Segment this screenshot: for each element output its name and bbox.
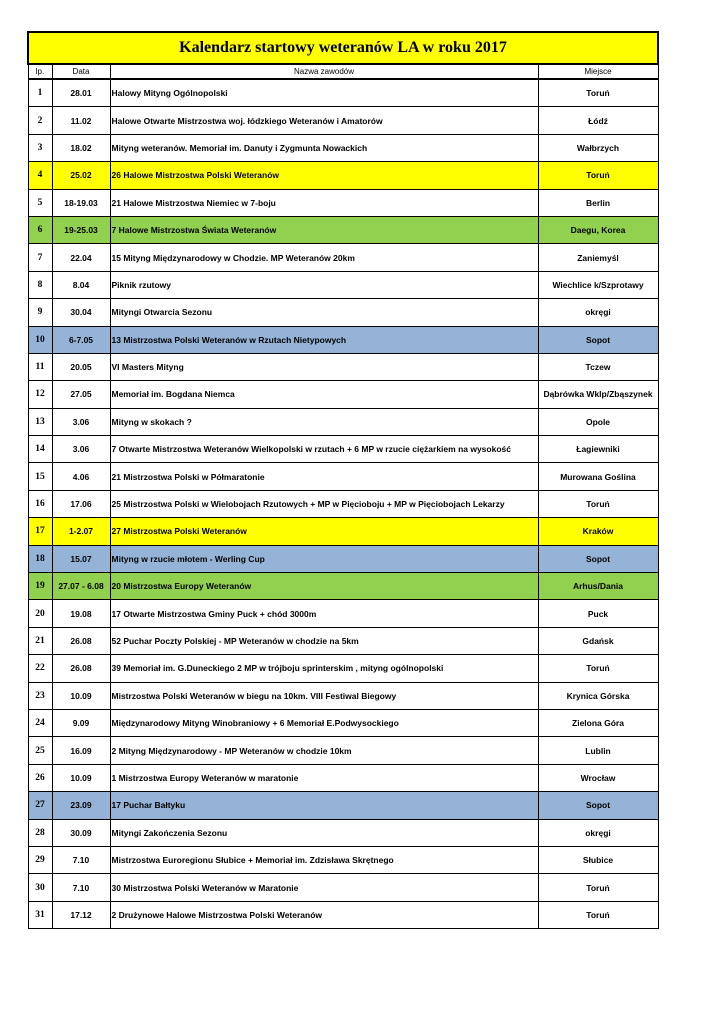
cell-name: Piknik rzutowy	[110, 271, 538, 298]
table-row	[28, 162, 658, 189]
header-name: Nazwa zawodów	[110, 64, 538, 79]
cell-place: Sopot	[538, 545, 658, 572]
cell-lp: 31	[28, 901, 52, 928]
cell-name: 17 Otwarte Mistrzostwa Gminy Puck + chód 3000m	[110, 600, 538, 627]
table-row	[28, 737, 658, 764]
cell-name: 25 Mistrzostwa Polski w Wielobojach Rzutowych + MP w Pięcioboju + MP w Pięciobojach Lekarzy	[110, 490, 538, 517]
cell-name: 39 Memoriał im. G.Duneckiego 2 MP w trójboju sprinterskim , mityng ogólnopolski	[110, 655, 538, 682]
cell-name: 15 Mityng Międzynarodowy w Chodzie. MP Weteranów 20km	[110, 244, 538, 271]
cell-place: Zaniemyśl	[538, 244, 658, 271]
cell-name: 21 Mistrzostwa Polski w Półmaratonie	[110, 463, 538, 490]
cell-name: 27 Mistrzostwa Polski Weteranów	[110, 518, 538, 545]
cell-place: Łódź	[538, 107, 658, 134]
cell-date: 26.08	[52, 655, 110, 682]
cell-date: 19-25.03	[52, 216, 110, 243]
cell-lp: 2	[28, 107, 52, 134]
cell-lp: 21	[28, 627, 52, 654]
cell-lp: 5	[28, 189, 52, 216]
cell-place: Wałbrzych	[538, 134, 658, 161]
cell-place: Wiechlice k/Szprotawy	[538, 271, 658, 298]
cell-date: 9.09	[52, 709, 110, 736]
cell-lp: 15	[28, 463, 52, 490]
cell-date: 3.06	[52, 408, 110, 435]
cell-lp: 18	[28, 545, 52, 572]
table-row	[28, 326, 658, 353]
cell-place: okręgi	[538, 299, 658, 326]
cell-date: 28.01	[52, 79, 110, 107]
cell-lp: 6	[28, 216, 52, 243]
cell-date: 16.09	[52, 737, 110, 764]
cell-lp: 28	[28, 819, 52, 846]
cell-name: 21 Halowe Mistrzostwa Niemiec w 7-boju	[110, 189, 538, 216]
cell-place: Toruń	[538, 162, 658, 189]
cell-date: 20.05	[52, 353, 110, 380]
header-row	[28, 64, 658, 79]
cell-place: okręgi	[538, 819, 658, 846]
table-row	[28, 627, 658, 654]
cell-date: 11.02	[52, 107, 110, 134]
cell-date: 17.06	[52, 490, 110, 517]
cell-name: Mityngi Zakończenia Sezonu	[110, 819, 538, 846]
cell-date: 1-2.07	[52, 518, 110, 545]
cell-date: 30.09	[52, 819, 110, 846]
cell-place: Gdańsk	[538, 627, 658, 654]
cell-lp: 10	[28, 326, 52, 353]
cell-name: Halowy Mityng Ogólnopolski	[110, 79, 538, 107]
cell-place: Lublin	[538, 737, 658, 764]
cell-place: Zielona Góra	[538, 709, 658, 736]
table-row	[28, 792, 658, 819]
table-row	[28, 764, 658, 791]
table-row	[28, 271, 658, 298]
cell-date: 18-19.03	[52, 189, 110, 216]
cell-place: Opole	[538, 408, 658, 435]
cell-date: 19.08	[52, 600, 110, 627]
table-row	[28, 709, 658, 736]
cell-place: Sopot	[538, 792, 658, 819]
cell-lp: 25	[28, 737, 52, 764]
table-row	[28, 244, 658, 271]
cell-date: 6-7.05	[52, 326, 110, 353]
cell-place: Berlin	[538, 189, 658, 216]
cell-name: Mistrzostwa Euroregionu Słubice + Memoriał im. Zdzisława Skrętnego	[110, 846, 538, 873]
cell-name: Mityng w skokach ?	[110, 408, 538, 435]
table-row	[28, 436, 658, 463]
table-row	[28, 490, 658, 517]
cell-place: Łagiewniki	[538, 436, 658, 463]
cell-name: 30 Mistrzostwa Polski Weteranów w Maratonie	[110, 874, 538, 901]
cell-name: 20 Mistrzostwa Europy Weteranów	[110, 573, 538, 600]
cell-place: Krynica Górska	[538, 682, 658, 709]
title-row	[28, 32, 658, 64]
cell-date: 27.05	[52, 381, 110, 408]
table-row	[28, 682, 658, 709]
table-row	[28, 79, 658, 107]
table-row	[28, 846, 658, 873]
cell-date: 10.09	[52, 764, 110, 791]
cell-date: 25.02	[52, 162, 110, 189]
cell-name: Halowe Otwarte Mistrzostwa woj. łódzkiego Weteranów i Amatorów	[110, 107, 538, 134]
table-row	[28, 463, 658, 490]
cell-name: 13 Mistrzostwa Polski Weteranów w Rzutach Nietypowych	[110, 326, 538, 353]
table-row	[28, 107, 658, 134]
cell-lp: 4	[28, 162, 52, 189]
cell-date: 8.04	[52, 271, 110, 298]
cell-lp: 19	[28, 573, 52, 600]
cell-place: Kraków	[538, 518, 658, 545]
cell-name: Mityng weteranów. Memoriał im. Danuty i Zygmunta Nowackich	[110, 134, 538, 161]
cell-name: 1 Mistrzostwa Europy Weteranów w maratonie	[110, 764, 538, 791]
cell-date: 22.04	[52, 244, 110, 271]
cell-lp: 8	[28, 271, 52, 298]
cell-place: Toruń	[538, 79, 658, 107]
table-row	[28, 134, 658, 161]
cell-place: Puck	[538, 600, 658, 627]
cell-lp: 29	[28, 846, 52, 873]
cell-place: Toruń	[538, 655, 658, 682]
cell-lp: 16	[28, 490, 52, 517]
cell-lp: 23	[28, 682, 52, 709]
cell-date: 7.10	[52, 874, 110, 901]
cell-lp: 7	[28, 244, 52, 271]
cell-place: Arhus/Dania	[538, 573, 658, 600]
cell-name: Międzynarodowy Mityng Winobraniowy + 6 Memoriał E.Podwysockiego	[110, 709, 538, 736]
cell-name: VI Masters Mityng	[110, 353, 538, 380]
cell-place: Wrocław	[538, 764, 658, 791]
cell-place: Słubice	[538, 846, 658, 873]
cell-date: 15.07	[52, 545, 110, 572]
table-row	[28, 819, 658, 846]
table-row	[28, 573, 658, 600]
page-title: Kalendarz startowy weteranów LA w roku 2017	[28, 32, 658, 64]
table-row	[28, 655, 658, 682]
table-row	[28, 216, 658, 243]
header-place: Miejsce	[538, 64, 658, 79]
cell-place: Murowana Goślina	[538, 463, 658, 490]
header-date: Data	[52, 64, 110, 79]
cell-date: 23.09	[52, 792, 110, 819]
cell-place: Tczew	[538, 353, 658, 380]
cell-name: 7 Otwarte Mistrzostwa Weteranów Wielkopolski w rzutach + 6 MP w rzucie ciężarkiem na wysokość	[110, 436, 538, 463]
table-row	[28, 299, 658, 326]
cell-name: Memoriał im. Bogdana Niemca	[110, 381, 538, 408]
table-row	[28, 901, 658, 928]
calendar-table	[27, 31, 659, 929]
cell-date: 18.02	[52, 134, 110, 161]
cell-place: Sopot	[538, 326, 658, 353]
cell-date: 4.06	[52, 463, 110, 490]
cell-place: Toruń	[538, 874, 658, 901]
cell-place: Dąbrówka Wklp/Zbąszynek	[538, 381, 658, 408]
cell-lp: 17	[28, 518, 52, 545]
header-lp: lp.	[28, 64, 52, 79]
cell-lp: 26	[28, 764, 52, 791]
cell-place: Toruń	[538, 490, 658, 517]
cell-name: 2 Drużynowe Halowe Mistrzostwa Polski Weteranów	[110, 901, 538, 928]
table-row	[28, 189, 658, 216]
cell-lp: 30	[28, 874, 52, 901]
cell-lp: 14	[28, 436, 52, 463]
cell-name: Mityng w rzucie młotem - Werling Cup	[110, 545, 538, 572]
table-row	[28, 381, 658, 408]
cell-place: Toruń	[538, 901, 658, 928]
cell-lp: 27	[28, 792, 52, 819]
cell-lp: 13	[28, 408, 52, 435]
cell-date: 10.09	[52, 682, 110, 709]
table-row	[28, 518, 658, 545]
cell-date: 30.04	[52, 299, 110, 326]
cell-date: 3.06	[52, 436, 110, 463]
cell-name: 26 Halowe Mistrzostwa Polski Weteranów	[110, 162, 538, 189]
cell-name: 17 Puchar Bałtyku	[110, 792, 538, 819]
table-row	[28, 408, 658, 435]
table-row	[28, 353, 658, 380]
cell-name: 2 Mityng Międzynarodowy - MP Weteranów w chodzie 10km	[110, 737, 538, 764]
cell-lp: 3	[28, 134, 52, 161]
cell-name: 52 Puchar Poczty Polskiej - MP Weteranów w chodzie na 5km	[110, 627, 538, 654]
cell-lp: 11	[28, 353, 52, 380]
cell-lp: 22	[28, 655, 52, 682]
cell-lp: 24	[28, 709, 52, 736]
cell-name: Mityngi Otwarcia Sezonu	[110, 299, 538, 326]
cell-name: 7 Halowe Mistrzostwa Świata Weteranów	[110, 216, 538, 243]
cell-date: 7.10	[52, 846, 110, 873]
table-row	[28, 874, 658, 901]
cell-date: 17.12	[52, 901, 110, 928]
cell-date: 26.08	[52, 627, 110, 654]
cell-date: 27.07 - 6.08	[52, 573, 110, 600]
cell-lp: 9	[28, 299, 52, 326]
table-row	[28, 600, 658, 627]
cell-lp: 20	[28, 600, 52, 627]
cell-lp: 1	[28, 79, 52, 107]
cell-name: Mistrzostwa Polski Weteranów w biegu na 10km. VIII Festiwal Biegowy	[110, 682, 538, 709]
cell-lp: 12	[28, 381, 52, 408]
table-row	[28, 545, 658, 572]
cell-place: Daegu, Korea	[538, 216, 658, 243]
